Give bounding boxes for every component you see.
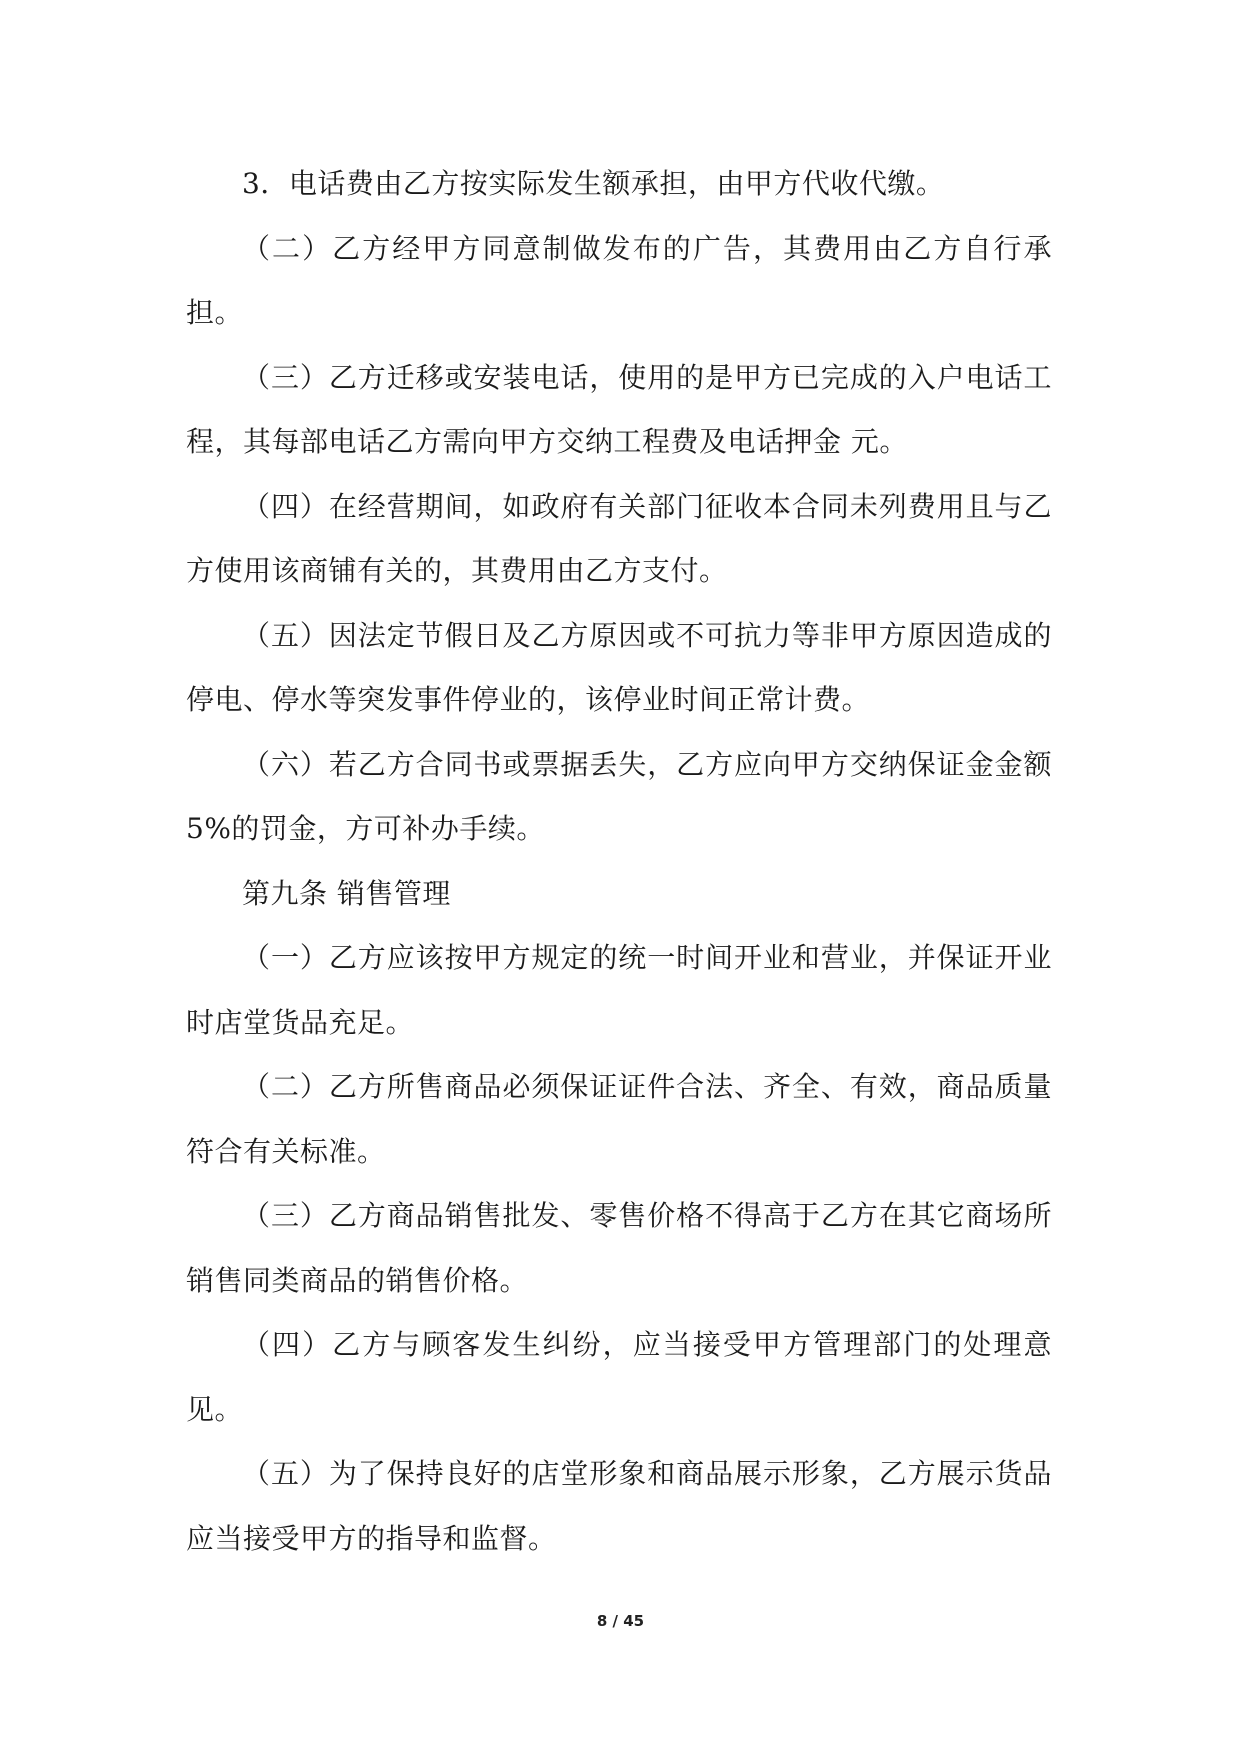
paragraph-2: （二）乙方经甲方同意制做发布的广告，其费用由乙方自行承担。 [186,231,1052,329]
paragraph-9: （三）乙方商品销售批发、零售价格不得高于乙方在其它商场所销售同类商品的销售价格。 [186,1199,1052,1297]
paragraph-6: （六）若乙方合同书或票据丢失，乙方应向甲方交纳保证金金额 5%的罚金，方可补办手续。 [186,747,1052,845]
paragraph-3: （三）乙方迁移或安装电话，使用的是甲方已完成的入户电话工程，其每部电话乙方需向甲方交纳工程费及电话押金 元。 [186,360,1052,458]
paragraph-10: （四）乙方与顾客发生纠纷，应当接受甲方管理部门的处理意见。 [186,1328,1052,1426]
document-body [186,152,1052,1571]
paragraph-11: （五）为了保持良好的店堂形象和商品展示形象，乙方展示货品应当接受甲方的指导和监督。 [186,1457,1052,1555]
paragraph-4: （四）在经营期间，如政府有关部门征收本合同未列费用且与乙方使用该商铺有关的，其费用由乙方支付。 [186,489,1052,587]
paragraph-1: 3．电话费由乙方按实际发生额承担，由甲方代收代缴。 [242,167,945,200]
paragraph-8: （二）乙方所售商品必须保证证件合法、齐全、有效，商品质量符合有关标准。 [186,1070,1052,1168]
paragraph-5: （五）因法定节假日及乙方原因或不可抗力等非甲方原因造成的停电、停水等突发事件停业的，该停业时间正常计费。 [186,618,1052,716]
page-number: 8 / 45 [596,1612,645,1630]
paragraph-7: （一）乙方应该按甲方规定的统一时间开业和营业，并保证开业时店堂货品充足。 [186,941,1052,1039]
section-heading: 第九条 销售管理 [242,876,451,910]
